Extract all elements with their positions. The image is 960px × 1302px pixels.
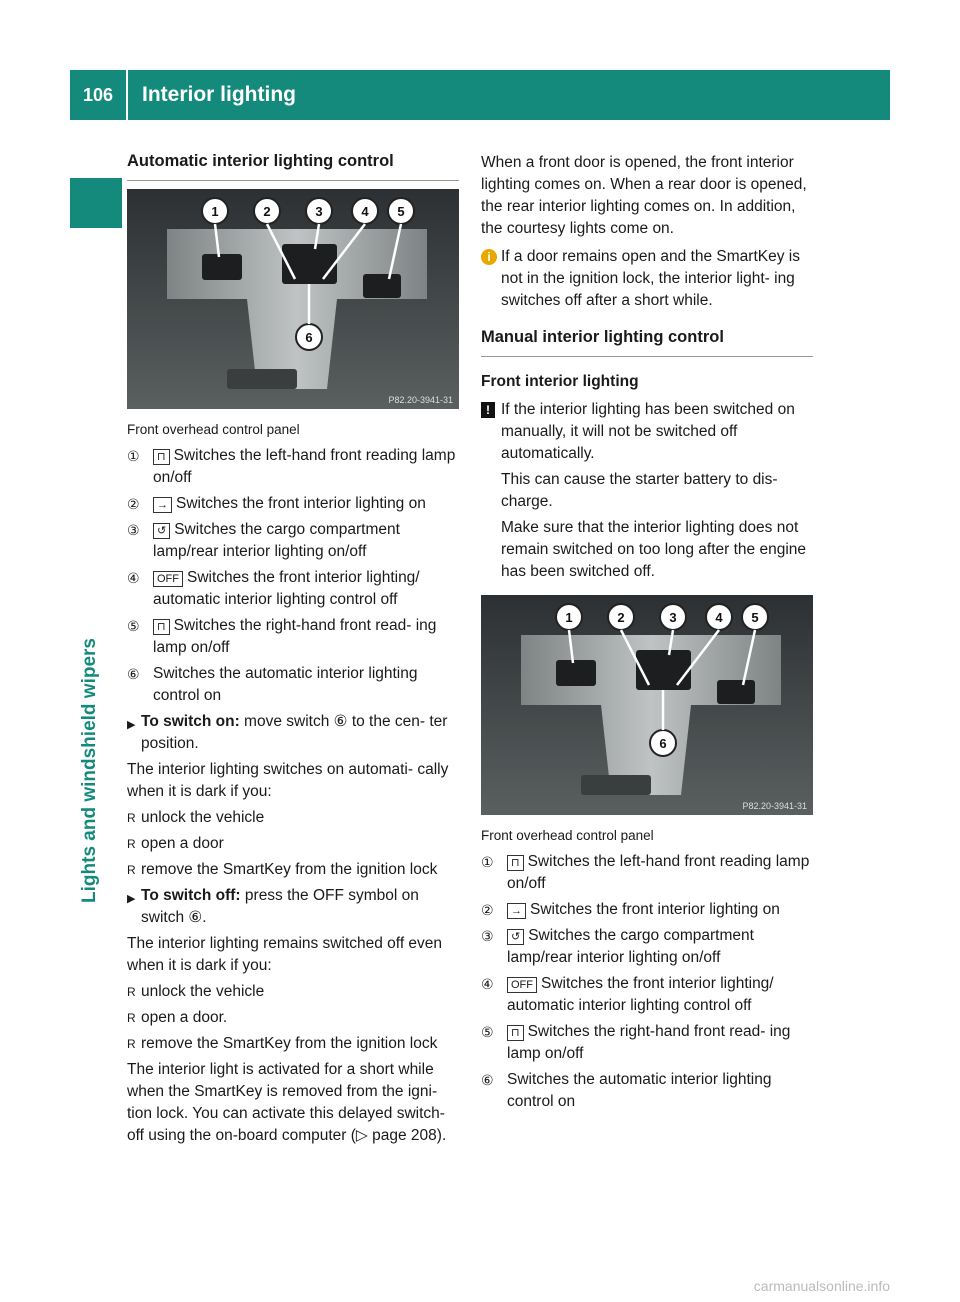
bullet-icon: R	[127, 863, 136, 877]
cargo-lamp-icon: ↺	[153, 523, 170, 539]
legend-item: ① ⊓ Switches the left-hand front reading lamp on/off	[481, 853, 810, 892]
left-column	[127, 150, 459, 1151]
photo-label-5: 5	[751, 610, 759, 625]
chapter-tab-block	[70, 178, 122, 228]
front-light-icon: →	[153, 497, 172, 513]
photo-label-4: 4	[715, 610, 723, 625]
photo-code: P82.20-3941-31	[742, 801, 807, 811]
list-item: R open a door	[127, 833, 459, 855]
list-item: R unlock the vehicle	[127, 807, 459, 829]
reading-lamp-icon: ⊓	[507, 855, 524, 871]
section-title: Interior lighting	[142, 83, 296, 106]
photo-label-3: 3	[315, 204, 323, 219]
list-item: R open a door.	[127, 1007, 459, 1029]
photo-label-2: 2	[617, 610, 625, 625]
bullet-icon: R	[127, 985, 136, 999]
step-arrow-icon: ▶	[127, 893, 136, 905]
photo-label-2: 2	[263, 204, 271, 219]
reading-lamp-icon: ⊓	[153, 449, 170, 465]
photo-label-5: 5	[397, 204, 405, 219]
paragraph: When a front door is opened, the front interior lighting comes on. When a rear door is opened, the rear interior lighting comes on. In addition, the courtesy lights come on.	[481, 154, 807, 237]
legend-item: ① ⊓ Switches the left-hand front reading lamp on/off	[127, 447, 456, 486]
step-switch-on: ▶ To switch on: move switch ⑥ to the cen- ter position.	[127, 711, 459, 755]
page-number: 106	[82, 84, 114, 105]
warning-icon: !	[481, 402, 495, 418]
paragraph: The interior lighting remains switched off even when it is dark if you:	[127, 935, 443, 974]
warning-note: ! If the interior lighting has been switched on manually, it will not be switched off automatically. This can cause the starter battery to dis- charge. Make sure that the interior lighting does not remain switched on too long after the engine has been switched off.	[481, 399, 813, 587]
info-icon: i	[481, 249, 497, 265]
legend-item: ⑤ ⊓ Switches the right-hand front read- ing lamp on/off	[127, 617, 437, 656]
heading-manual-lighting: Manual interior lighting control	[481, 326, 813, 357]
photo-caption: Front overhead control panel	[481, 828, 654, 843]
chapter-tab-label: Lights and windshield wipers	[79, 638, 100, 903]
list-item: R remove the SmartKey from the ignition lock	[127, 1033, 459, 1055]
bullet-icon: R	[127, 837, 136, 851]
photo-label-6: 6	[659, 736, 667, 751]
bullet-icon: R	[127, 1011, 136, 1025]
list-item: R remove the SmartKey from the ignition lock	[127, 859, 459, 881]
legend-item: ③ ↺ Switches the cargo compartment lamp/rear interior lighting on/off	[127, 521, 400, 560]
photo-label-6: 6	[305, 330, 313, 345]
photo-label-1: 1	[211, 204, 219, 219]
footer-watermark: carmanualsonline.info	[753, 1278, 890, 1294]
legend-item: ② → Switches the front interior lighting on	[481, 901, 780, 918]
info-note: i If a door remains open and the SmartKey is not in the ignition lock, the interior light- ing switches off after a short while.	[481, 246, 813, 312]
reading-lamp-icon: ⊓	[507, 1025, 524, 1041]
lighting-off-icon: OFF	[153, 571, 183, 587]
reading-lamp-icon: ⊓	[153, 619, 170, 635]
legend-item: ④ OFF Switches the front interior lighting/ automatic interior lighting control off	[127, 569, 420, 608]
bullet-icon: R	[127, 1037, 136, 1051]
page-header	[70, 70, 890, 120]
photo-caption: Front overhead control panel	[127, 422, 300, 437]
list-item: R unlock the vehicle	[127, 981, 459, 1003]
legend-item: ④ OFF Switches the front interior lighting/ automatic interior lighting control off	[481, 975, 774, 1014]
right-column	[481, 152, 813, 1117]
legend-item: ② → Switches the front interior lighting on	[127, 495, 426, 512]
paragraph: The interior lighting switches on automati- cally when it is dark if you:	[127, 761, 449, 800]
legend-item: ⑥ Switches the automatic interior lighting control on	[481, 1071, 772, 1110]
cargo-lamp-icon: ↺	[507, 929, 524, 945]
front-light-icon: →	[507, 903, 526, 919]
lighting-off-icon: OFF	[507, 977, 537, 993]
step-switch-off: ▶ To switch off: press the OFF symbol on switch ⑥.	[127, 885, 459, 929]
photo-code: P82.20-3941-31	[388, 395, 453, 405]
heading-automatic-lighting: Automatic interior lighting control	[127, 150, 459, 181]
legend-item: ⑥ Switches the automatic interior lighting control on	[127, 665, 418, 704]
photo-label-4: 4	[361, 204, 369, 219]
subheading-front-lighting: Front interior lighting	[481, 373, 639, 390]
overhead-panel-photo	[127, 189, 459, 409]
legend-item: ⑤ ⊓ Switches the right-hand front read- ing lamp on/off	[481, 1023, 791, 1062]
chapter-tab	[70, 178, 122, 1178]
step-arrow-icon: ▶	[127, 719, 136, 731]
legend-item: ③ ↺ Switches the cargo compartment lamp/rear interior lighting on/off	[481, 927, 754, 966]
photo-label-3: 3	[669, 610, 677, 625]
photo-label-1: 1	[565, 610, 573, 625]
paragraph: The interior light is activated for a short while when the SmartKey is removed from the igni- tion lock. You can activate this delayed switch-off using the on-board computer (▷ page 208).	[127, 1061, 447, 1144]
overhead-panel-photo	[481, 595, 813, 815]
bullet-icon: R	[127, 811, 136, 825]
